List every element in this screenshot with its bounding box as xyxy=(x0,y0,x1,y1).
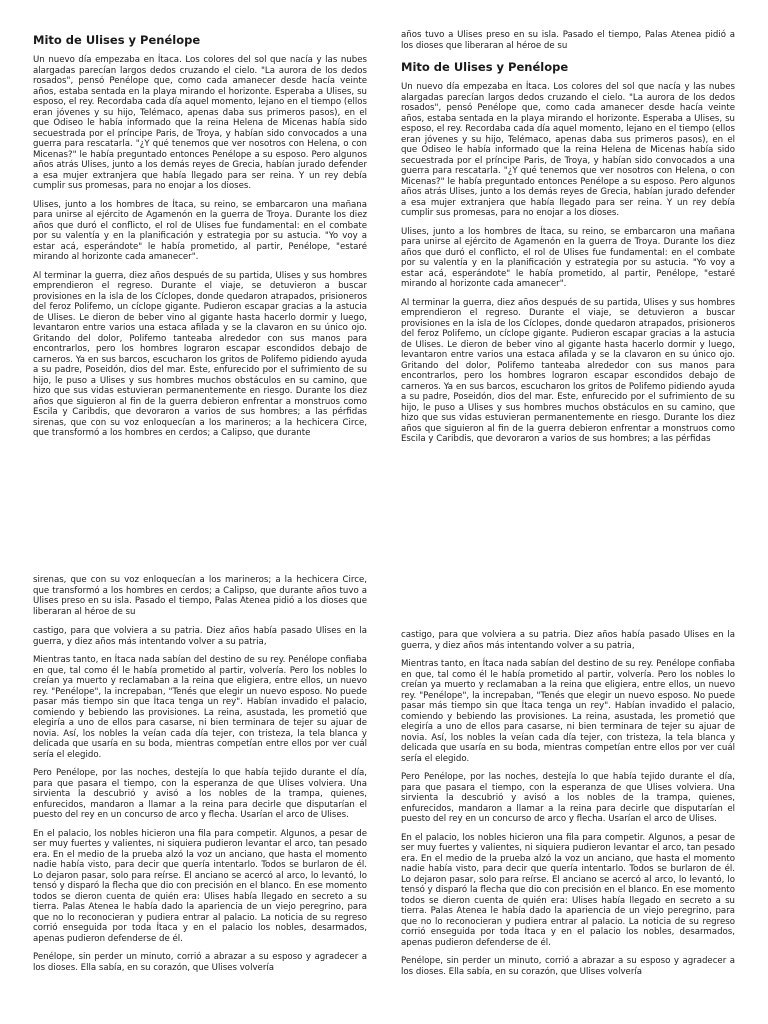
paragraph: Ulises, junto a los hombres de Ítaca, su reino, se embarcaron una mañana para unirse al ejército de Agamenón en la guerra de Troya. Durante los diez años que duró el conflicto, el rol de Ulises fue fundamental: en el combate por su valentía y en la planificación y estrategia por su astucia. "Yo voy a estar acá, esperándote" le había prometido, al partir, Penélope, "estaré mirando al horizonte cada amanecer". xyxy=(33,199,367,262)
page-3-column xyxy=(33,575,367,981)
paragraph: Pero Penélope, por las noches, destejía lo que había tejido durante el día, para que pasara el tiempo, con la esperanza de que Ulises volviera. Una sirvienta la descubrió y avisó a los nobles de la trampa, quienes, enfurecidos, mandaron a llamar a la reina para decirle que disputarían el puesto del rey en un concurso de arco y flecha. Usarían el arco de Ulises. xyxy=(401,772,735,824)
page-2-column xyxy=(401,30,735,453)
paragraph: Penélope, sin perder un minuto, corrió a abrazar a su esposo y agradecer a los dioses. Ella sabía, en su corazón, que Ulises volvería xyxy=(33,952,367,973)
paragraph: Al terminar la guerra, diez años después de su partida, Ulises y sus hombres emprendieron el regreso. Durante el viaje, se detuvieron a buscar provisiones en la isla de los Cíclopes, donde quedaron atrapados, prisioneros del feroz Polifemo, un cíclope gigante. Pudieron escapar gracias a la astucia de Ulises. Le dieron de beber vino al gigante hasta hacerlo dormir y luego, levantaron entre varios una estaca afilada y se la clavaron en su único ojo. Gritando del dolor, Polifemo tanteaba alrededor con sus manos para encontrarlos, pero los hombres lograron escapar escondidos debajo de carneros. Ya en sus barcos, escucharon los gritos de Polifemo pidiendo ayuda a su padre, Poseidón, dios del mar. Este, enfurecido por el sufrimiento de su hijo, le puso a Ulises y sus hombres muchos obstáculos en su camino, que hizo que sus vidas estuvieran permanentemente en riesgo. Durante los diez años que siguieron al fin de la guerra debieron enfrentar a monstruos como Escila y Caribdis, que devoraron a varios de sus hombres; a las pérfidas sirenas, que con su voz enloquecían a los marineros; a la hechicera Circe, que transformó a los hombres en cerdos; a Calipso, que durante xyxy=(33,270,367,438)
paragraph: En el palacio, los nobles hicieron una fila para competir. Algunos, a pesar de ser muy fuertes y valientes, ni siquiera pudieron levantar el arco, tan pesado era. En el medio de la prueba alzó la voz un anciano, que hasta el momento nadie había visto, para decir que quería intentarlo. Todos se burlaron de él. Lo dejaron pasar, solo para reírse. El anciano se acercó al arco, lo levantó, lo tensó y disparó la flecha que dio con precisión en el blanco. En ese momento todos se dieron cuenta de quién era: Ulises había llegado en secreto a su tierra. Palas Atenea le había dado la apariencia de un viejo peregrino, para que no lo reconocieran y pudiera entrar al palacio. La noticia de su regreso corrió enseguida por toda Ítaca y en el palacio los nobles, desarmados, apenas pudieron defenderse de él. xyxy=(401,832,735,948)
paragraph: Al terminar la guerra, diez años después de su partida, Ulises y sus hombres emprendieron el regreso. Durante el viaje, se detuvieron a buscar provisiones en la isla de los Cíclopes, donde quedaron atrapados, prisioneros del feroz Polifemo, un cíclope gigante. Pudieron escapar gracias a la astucia de Ulises. Le dieron de beber vino al gigante hasta hacerlo dormir y luego, levantaron entre varios una estaca afilada y se la clavaron en su único ojo. Gritando del dolor, Polifemo tanteaba alrededor con sus manos para encontrarlos, pero los hombres lograron escapar escondidos debajo de carneros. Ya en sus barcos, escucharon los gritos de Polifemo pidiendo ayuda a su padre, Poseidón, dios del mar. Este, enfurecido por el sufrimiento de su hijo, le puso a Ulises y sus hombres muchos obstáculos en su camino, que hizo que sus vidas estuvieran permanentemente en riesgo. Durante los diez años que siguieron al fin de la guerra debieron enfrentar a monstruos como Escila y Caribdis, que devoraron a varios de sus hombres; a las pérfidas xyxy=(401,297,735,444)
paragraph: castigo, para que volviera a su patria. Diez años había pasado Ulises en la guerra, y diez años más intentando volver a su patria, xyxy=(401,630,735,651)
paragraph: Un nuevo día empezaba en Ítaca. Los colores del sol que nacía y las nubes alargadas parecían largos dedos cruzando el cielo. "La aurora de los dedos rosados", pensó Penélope que, como cada amanecer desde hacía veinte años, estaba sentada en la playa mirando el horizonte. Esperaba a Ulises, su esposo, el rey. Recordaba cada día aquel momento, lejano en el tiempo (ellos eran jóvenes y su hijo, Telémaco, apenas daba sus primeros pasos), en el que Odiseo le había informado que la reina Helena de Micenas había sido secuestrada por el príncipe Paris, de Troya, y habían sido convocados a una guerra para rescatarla. "¿Y qué tenemos que ver nosotros con Helena, o con Micenas?" le había preguntado entonces Penélope a su esposo. Pero algunos años atrás Ulises, junto a los demás reyes de Grecia, habían jurado defender a esa mujer extranjera que había llegado para ser reina. Y un rey debía cumplir sus promesas, para no enojar a los dioses. xyxy=(33,55,367,191)
continuation-text: sirenas, que con su voz enloquecían a los marineros; a la hechicera Circe, que transformó a los hombres en cerdos; a Calipso, que durante años tuvo a Ulises preso en su isla. Pasado el tiempo, Palas Atenea pidió a los dioses que liberaran al héroe de su xyxy=(33,575,367,617)
paragraph: En el palacio, los nobles hicieron una fila para competir. Algunos, a pesar de ser muy fuertes y valientes, ni siquiera pudieron levantar el arco, tan pesado era. En el medio de la prueba alzó la voz un anciano, que hasta el momento nadie había visto, para decir que quería intentarlo. Todos se burlaron de él. Lo dejaron pasar, solo para reírse. El anciano se acercó al arco, lo levantó, lo tensó y disparó la flecha que dio con precisión en el blanco. En ese momento todos se dieron cuenta de quién era: Ulises había llegado en secreto a su tierra. Palas Atenea le había dado la apariencia de un viejo peregrino, para que no lo reconocieran y pudiera entrar al palacio. La noticia de su regreso corrió enseguida por toda Ítaca y en el palacio los nobles, desarmados, apenas pudieron defenderse de él. xyxy=(33,828,367,944)
paragraph: Mientras tanto, en Ítaca nada sabían del destino de su rey. Penélope confiaba en que, tal como él le había prometido al partir, volvería. Pero los nobles lo creían ya muerto y reclamaban a la reina que eligiera, entre ellos, un nuevo rey. "Penélope", la increpaban, "Tenés que elegir un nuevo esposo. No puede pasar más tiempo sin que Ítaca tenga un rey". Habían invadido el palacio, comiendo y bebiendo las provisiones. La reina, asustada, les prometió que elegiría a uno de ellos para casarse, ni bien terminara de tejer su ajuar de novia. Así, los nobles la veían cada día tejer, con tristeza, la tela blanca y delicada que usaría en su boda, mientras competían entre ellos por ver cuál sería el elegido. xyxy=(401,659,735,764)
paragraph: Mientras tanto, en Ítaca nada sabían del destino de su rey. Penélope confiaba en que, tal como él le había prometido al partir, volvería. Pero los nobles lo creían ya muerto y reclamaban a la reina que eligiera, entre ellos, un nuevo rey. "Penélope", la increpaban, "Tenés que elegir un nuevo esposo. No puede pasar más tiempo sin que Ítaca tenga un rey". Habían invadido el palacio, comiendo y bebiendo las provisiones. La reina, asustada, les prometió que elegiría a uno de ellos para casarse, ni bien terminara de tejer su ajuar de novia. Así, los nobles la veían cada día tejer, con tristeza, la tela blanca y delicada que usaría en su boda, mientras competían entre ellos por ver cuál sería el elegido. xyxy=(33,655,367,760)
paragraph: Pero Penélope, por las noches, destejía lo que había tejido durante el día, para que pasara el tiempo, con la esperanza de que Ulises volviera. Una sirvienta la descubrió y avisó a los nobles de la trampa, quienes, enfurecidos, mandaron a llamar a la reina para decirle que disputarían el puesto del rey en un concurso de arco y flecha. Usarían el arco de Ulises. xyxy=(33,768,367,820)
paragraph: Ulises, junto a los hombres de Ítaca, su reino, se embarcaron una mañana para unirse al ejército de Agamenón en la guerra de Troya. Durante los diez años que duró el conflicto, el rol de Ulises fue fundamental: en el combate por su valentía y en la planificación y estrategia por su astucia. "Yo voy a estar acá, esperándote" le había prometido, al partir, Penélope, "estaré mirando al horizonte cada amanecer". xyxy=(401,226,735,289)
page-4-column xyxy=(401,630,735,985)
story-title: Mito de Ulises y Penélope xyxy=(33,33,201,47)
page-1-column xyxy=(33,33,367,447)
story-title: Mito de Ulises y Penélope xyxy=(401,60,569,74)
paragraph: castigo, para que volviera a su patria. Diez años había pasado Ulises en la guerra, y diez años más intentando volver a su patria, xyxy=(33,626,367,647)
continuation-text: años tuvo a Ulises preso en su isla. Pasado el tiempo, Palas Atenea pidió a los dioses que liberaran al héroe de su xyxy=(401,30,735,51)
paragraph: Un nuevo día empezaba en Ítaca. Los colores del sol que nacía y las nubes alargadas parecían largos dedos cruzando el cielo. "La aurora de los dedos rosados", pensó Penélope que, como cada amanecer desde hacía veinte años, estaba sentada en la playa mirando el horizonte. Esperaba a Ulises, su esposo, el rey. Recordaba cada día aquel momento, lejano en el tiempo (ellos eran jóvenes y su hijo, Telémaco, apenas daba sus primeros pasos), en el que Odiseo le había informado que la reina Helena de Micenas había sido secuestrada por el príncipe Paris, de Troya, y habían sido convocados a una guerra para rescatarla. "¿Y qué tenemos que ver nosotros con Helena, o con Micenas?" le había preguntado entonces Penélope a su esposo. Pero algunos años atrás Ulises, junto a los demás reyes de Grecia, habían jurado defender a esa mujer extranjera que había llegado para ser reina. Y un rey debía cumplir sus promesas, para no enojar a los dioses. xyxy=(401,82,735,218)
paragraph: Penélope, sin perder un minuto, corrió a abrazar a su esposo y agradecer a los dioses. Ella sabía, en su corazón, que Ulises volvería xyxy=(401,956,735,977)
